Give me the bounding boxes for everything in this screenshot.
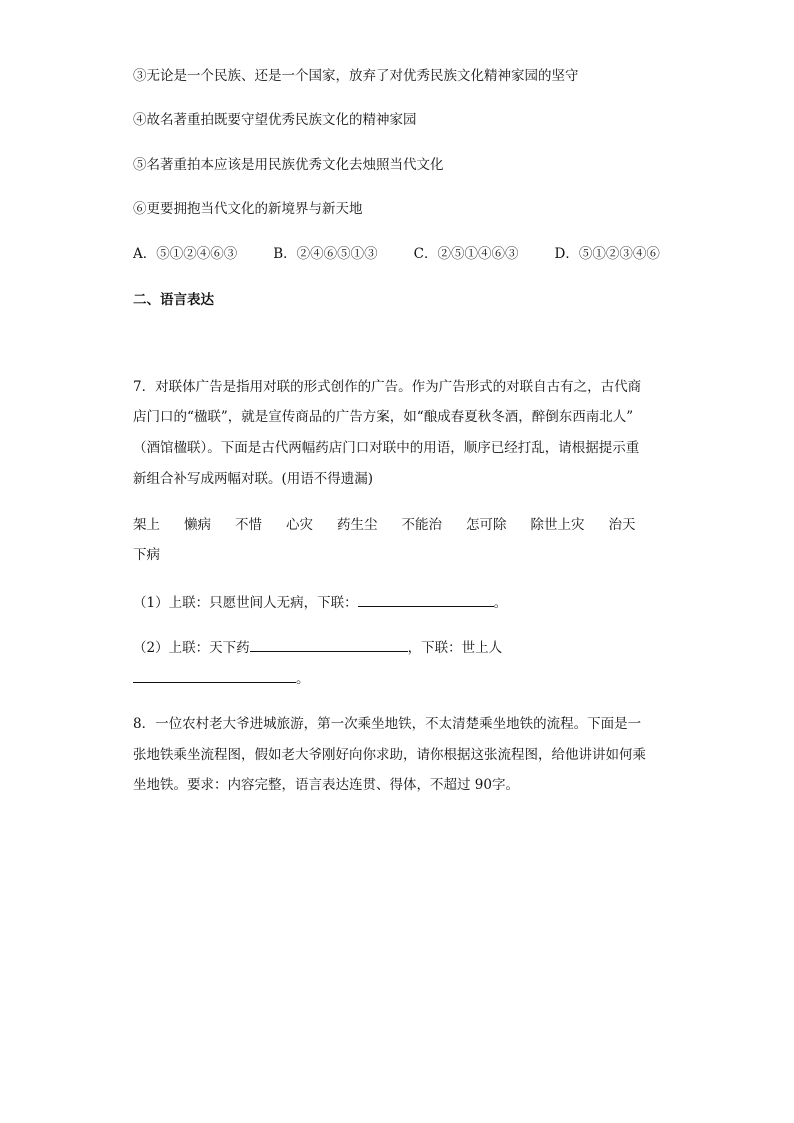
subquestion-1-suffix: 。 bbox=[493, 595, 508, 611]
subquestion-2-prefix: （2）上联：天下药 bbox=[133, 640, 250, 656]
word-list bbox=[133, 515, 636, 535]
choice-a: A．⑤①②④⑥③ bbox=[133, 246, 238, 262]
answer-blank-1[interactable] bbox=[358, 592, 494, 607]
word-item: 治天 bbox=[608, 517, 636, 533]
answer-blank-3[interactable] bbox=[133, 668, 296, 683]
word-item: 不能治 bbox=[401, 517, 442, 533]
word-item: 架上 bbox=[133, 517, 160, 533]
option-6: ⑥更要拥抱当代文化的新境界与新天地 bbox=[133, 201, 363, 217]
word-item: 懒病 bbox=[184, 517, 211, 533]
word-list-continued: 下病 bbox=[133, 547, 160, 563]
word-item: 怎可除 bbox=[466, 517, 507, 533]
q8-line-2: 张地铁乘坐流程图，假如老大爷刚好向你求助，请你根据这张流程图，给他讲讲如何乘 bbox=[133, 747, 646, 763]
choice-c: C．②⑤①④⑥③ bbox=[413, 246, 519, 262]
word-item: 除世上灾 bbox=[530, 517, 585, 533]
q7-subquestion-2-continued bbox=[133, 668, 310, 689]
section-title: 二、语言表达 bbox=[133, 292, 214, 308]
word-item: 心灾 bbox=[286, 517, 313, 533]
q8-line-1: 8．一位农村老大爷进城旅游，第一次乘坐地铁，不太清楚乘坐地铁的流程。下面是一 bbox=[133, 716, 642, 732]
word-item: 药生尘 bbox=[337, 517, 378, 533]
option-5: ⑤名著重拍本应该是用民族优秀文化去烛照当代文化 bbox=[133, 157, 444, 173]
q8-line-3: 坐地铁。要求：内容完整，语言表达连贯、得体，不超过 90字。 bbox=[133, 777, 519, 793]
choice-d: D．⑤①②③④⑥ bbox=[554, 246, 660, 262]
answer-choices bbox=[133, 244, 696, 264]
subquestion-1-prefix: （1）上联：只愿世间人无病，下联： bbox=[133, 595, 358, 611]
q7-line-4: 新组合补写成两幅对联。(用语不得遗漏) bbox=[133, 471, 374, 487]
word-item: 不惜 bbox=[235, 517, 262, 533]
q7-line-2: 店门口的“楹联”，就是宣传商品的广告方案，如“酿成春夏秋冬酒，醉倒东西南北人” bbox=[133, 409, 634, 425]
option-3: ③无论是一个民族、还是一个国家，放弃了对优秀民族文化精神家园的坚守 bbox=[133, 68, 579, 84]
option-4: ④故名著重拍既要守望优秀民族文化的精神家园 bbox=[133, 112, 417, 128]
q7-subquestion-2 bbox=[133, 637, 502, 658]
q7-line-3: （酒馆楹联）。下面是古代两幅药店门口对联中的用语，顺序已经打乱，请根据提示重 bbox=[133, 440, 640, 456]
q7-line-1: 7．对联体广告是指用对联的形式创作的广告。作为广告形式的对联自古有之，古代商 bbox=[133, 379, 642, 395]
answer-blank-2[interactable] bbox=[250, 637, 408, 652]
q7-subquestion-1 bbox=[133, 592, 507, 613]
subquestion-2-suffix: 。 bbox=[296, 671, 310, 687]
choice-b: B．②④⑥⑤①③ bbox=[273, 246, 378, 262]
subquestion-2-mid: ，下联：世上人 bbox=[407, 640, 503, 656]
